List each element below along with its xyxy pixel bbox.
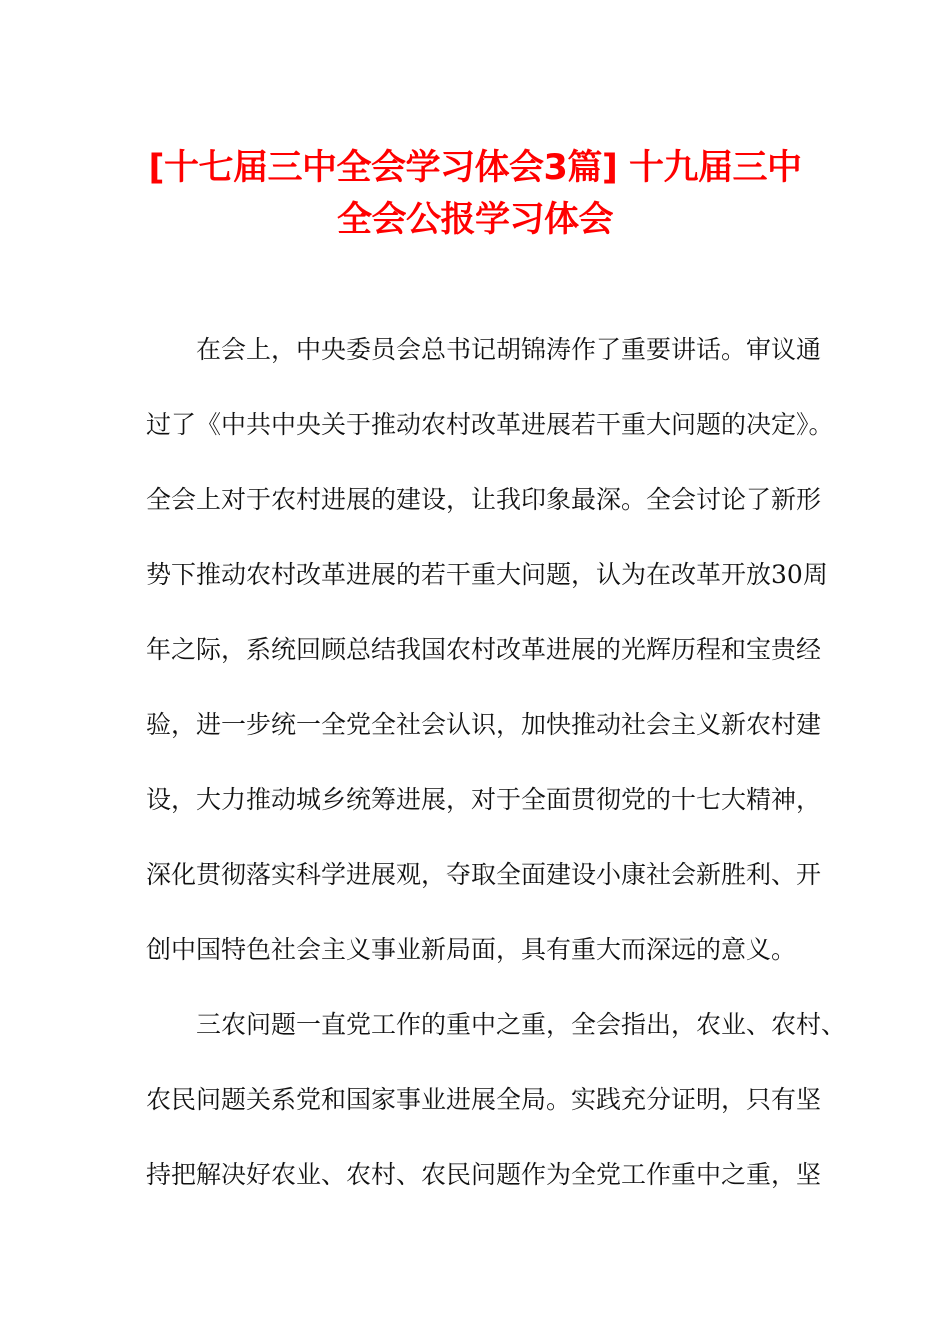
paragraph-2-line-3: 持把解决好农业、农村、农民问题作为全党工作重中之重，坚 [146, 1160, 822, 1189]
paragraph-1-line-8: 深化贯彻落实科学进展观，夺取全面建设小康社会新胜利、开 [146, 860, 822, 889]
paragraph-2-line-1: 三农问题一直党工作的重中之重，全会指出，农业、农村、 [196, 1010, 847, 1039]
paragraph-1-line-6: 验，进一步统一全党全社会认识，加快推动社会主义新农村建 [146, 710, 822, 739]
title-line-2: 全会公报学习体会 [336, 200, 613, 240]
paragraph-1-line-7: 设，大力推动城乡统筹进展，对于全面贯彻党的十七大精神， [146, 785, 822, 814]
document-title [100, 142, 850, 246]
paragraph-1-line-1: 在会上，中央委员会总书记胡锦涛作了重要讲话。审议通 [196, 335, 822, 364]
paragraph-1-line-2: 过了《中共中央关于推动农村改革进展若干重大问题的决定》。 [146, 410, 834, 439]
paragraph-2-line-2: 农民问题关系党和国家事业进展全局。实践充分证明，只有坚 [146, 1085, 822, 1114]
paragraph-1-line-5: 年之际，系统回顾总结我国农村改革进展的光辉历程和宝贵经 [146, 635, 822, 664]
paragraph-1-line-3: 全会上对于农村进展的建设，让我印象最深。全会讨论了新形 [146, 485, 822, 514]
paragraph-1-line-9: 创中国特色社会主义事业新局面，具有重大而深远的意义。 [146, 935, 797, 964]
title-line-1: [十七届三中全会学习体会3篇] 十九届三中 [148, 148, 802, 188]
paragraph-1-line-4: 势下推动农村改革进展的若干重大问题，认为在改革开放30周 [146, 560, 828, 589]
